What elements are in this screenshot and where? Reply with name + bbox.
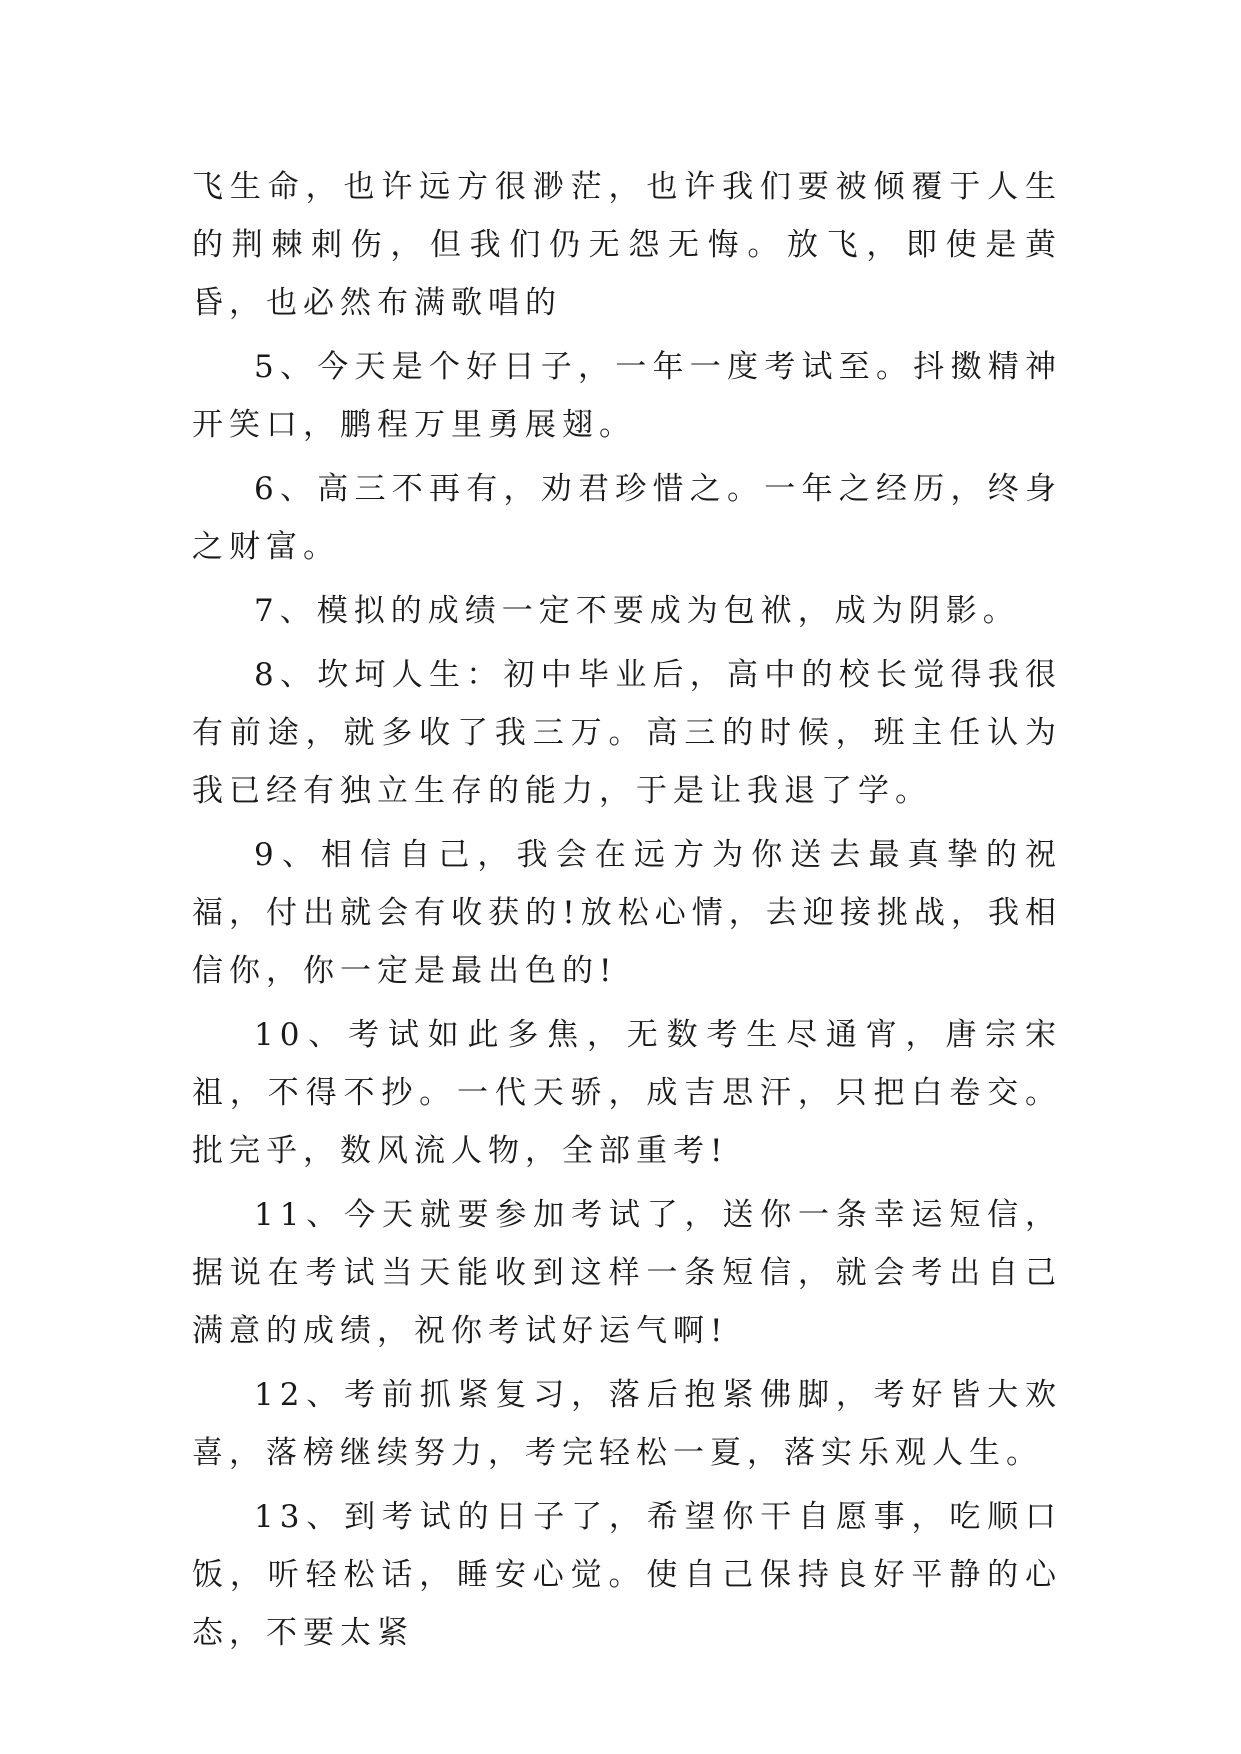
paragraph-item-13: 13、到考试的日子了，希望你干自愿事，吃顺口饭，听轻松话，睡安心觉。使自己保持良好平静的心态，不要太紧 xyxy=(192,1499,1062,1651)
paragraph-item-9: 9、相信自己，我会在远方为你送去最真挚的祝福，付出就会有收获的!放松心情，去迎接挑战，我相信你，你一定是最出色的! xyxy=(192,837,1062,989)
document-body xyxy=(192,158,1062,1668)
paragraph-item-7: 7、模拟的成绩一定不要成为包袱，成为阴影。 xyxy=(254,593,1020,629)
paragraph-item-12: 12、考前抓紧复习，落后抱紧佛脚，考好皆大欢喜，落榜继续努力，考完轻松一夏，落实乐观人生。 xyxy=(192,1377,1062,1471)
paragraph-continuation: 飞生命，也许远方很渺茫，也许我们要被倾覆于人生的荆棘刺伤，但我们仍无怨无悔。放飞，即使是黄昏，也必然布满歌唱的 xyxy=(192,169,1062,321)
paragraph-item-8: 8、坎坷人生：初中毕业后，高中的校长觉得我很有前途，就多收了我三万。高三的时候，班主任认为我已经有独立生存的能力，于是让我退了学。 xyxy=(192,657,1062,809)
paragraph-item-11: 11、今天就要参加考试了，送你一条幸运短信，据说在考试当天能收到这样一条短信，就会考出自己满意的成绩，祝你考试好运气啊! xyxy=(192,1197,1062,1349)
paragraph-item-6: 6、高三不再有，劝君珍惜之。一年之经历，终身之财富。 xyxy=(192,471,1062,565)
paragraph-item-5: 5、今天是个好日子，一年一度考试至。抖擞精神开笑口，鹏程万里勇展翅。 xyxy=(192,349,1062,443)
paragraph-item-10: 10、考试如此多焦，无数考生尽通宵，唐宗宋祖，不得不抄。一代天骄，成吉思汗，只把白卷交。批完乎，数风流人物，全部重考! xyxy=(192,1017,1062,1169)
